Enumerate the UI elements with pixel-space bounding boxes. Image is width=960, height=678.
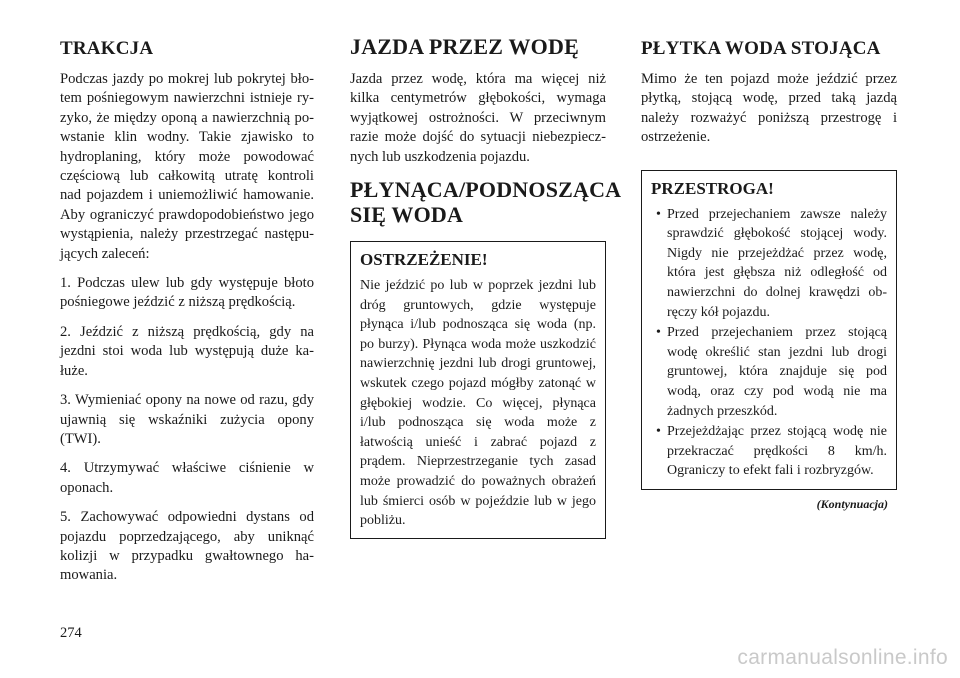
caution-title: PRZESTROGA! [651, 178, 774, 198]
paragraph-water-intro: Jazda przez wodę, która ma więcej niż kilka centymetrów głębokości, wymaga wyjątkowej ostrożności. W przeciwnym razie może dojść do sytuacji niebezpiecznych lub uszkodzenia pojazdu. [350, 71, 606, 165]
paragraph-step-3: 3. Wymieniać opony na nowe od razu, gdy ujawnią się wskaźniki zużycia opony (TWI). [60, 392, 314, 447]
section-heading-water: JAZDA PRZEZ WODĘ [350, 34, 579, 59]
paragraph-step-2: 2. Jeździć z niższą prędkością, gdy na jezdni stoi woda lub występują duże kałuże. [60, 323, 314, 379]
caution-list [651, 205, 887, 481]
column-shallow-standing-water [641, 30, 897, 512]
warning-box [350, 241, 606, 539]
continued-label: (Kontynuacja) [816, 496, 888, 511]
caution-item: • Przed przejechaniem zawsze należy sprawdzić głębokość stojącej wody. Nigdy nie przejeżdżać przez wodę, która jest głębsza niż odległość od nawierzchni do dolnej krawędzi obręczy kół pojazdu. [651, 205, 887, 323]
section-heading-traction: TRAKCJA [60, 38, 154, 59]
paragraph-shallow-intro: Mimo że ten pojazd może jeździć przez płytką, stojącą wodę, przed taką jazdą należy rozważyć poniższą przestrogę i ostrzeżenie. [641, 71, 897, 146]
section-heading-shallow-water: PŁYTKA WODA STOJĄCA [641, 38, 881, 59]
warning-text: Nie jeździć po lub w poprzek jezdni lub dróg gruntowych, gdzie występuje płynąca i/lub podnosząca się woda (np. po burzy). Płynąca woda może uszkodzić nawierzchnię jezdni lub drogi gruntowej, wskutek czego pojazd mógłby zatonąć w głębokiej wodzie. Co więcej, płynąca i/lub podnosząca się woda może z łatwością unieść i zabrać pojazd z prądem. Nieprzestrzeganie tych zasad może prowadzić do poważnych obrażeń lub śmierci osób w pojeździe lub w jego pobliżu. [360, 278, 596, 529]
watermark: carmanualsonline.info [737, 646, 948, 669]
paragraph-step-1: 1. Podczas ulew lub gdy występuje błoto pośniegowe jeździć z niższą prędkością. [60, 275, 314, 311]
subheading-flowing-water: PŁYNĄCA/PODNOSZĄCA SIĘ WODA [350, 177, 621, 228]
paragraph-step-4: 4. Utrzymywać właściwe ciśnienie w oponach. [60, 460, 314, 496]
warning-title: OSTRZEŻENIE! [360, 250, 488, 270]
column-traction [60, 30, 314, 596]
caution-item: • Przejeżdżając przez stojącą wodę nie przekraczać prędkości 8 km/h. Ograniczy to efekt fali i rozbryzgów. [651, 422, 887, 481]
caution-box [641, 170, 897, 490]
page-number: 274 [60, 625, 82, 641]
caution-item: • Przed przejechaniem przez stojącą wodę określić stan jezdni lub drogi gruntowej, która znajduje się pod wodą, oraz czy pod wodą nie ma żadnych przeszkód. [651, 323, 887, 421]
paragraph-step-5: 5. Zachowywać odpowiedni dystans od pojazdu poprzedzającego, aby uniknąć kolizji w przypadku gwałtownego hamowania. [60, 509, 314, 584]
paragraph-intro: Podczas jazdy po mokrej lub pokrytej błotem pośniegowym nawierzchni istnieje ryzyko, że między oponą a nawierzchnią powstanie klin wodny. Takie zjawisko to hydroplaning, który może powodować częściową lub całkowitą utratę kontroli nad pojazdem i uniemożliwić hamowanie. Aby ograniczyć prawdopodobieństwo jego wystąpienia, należy przestrzegać następujących zaleceń: [60, 71, 314, 262]
column-driving-through-water [350, 30, 621, 539]
